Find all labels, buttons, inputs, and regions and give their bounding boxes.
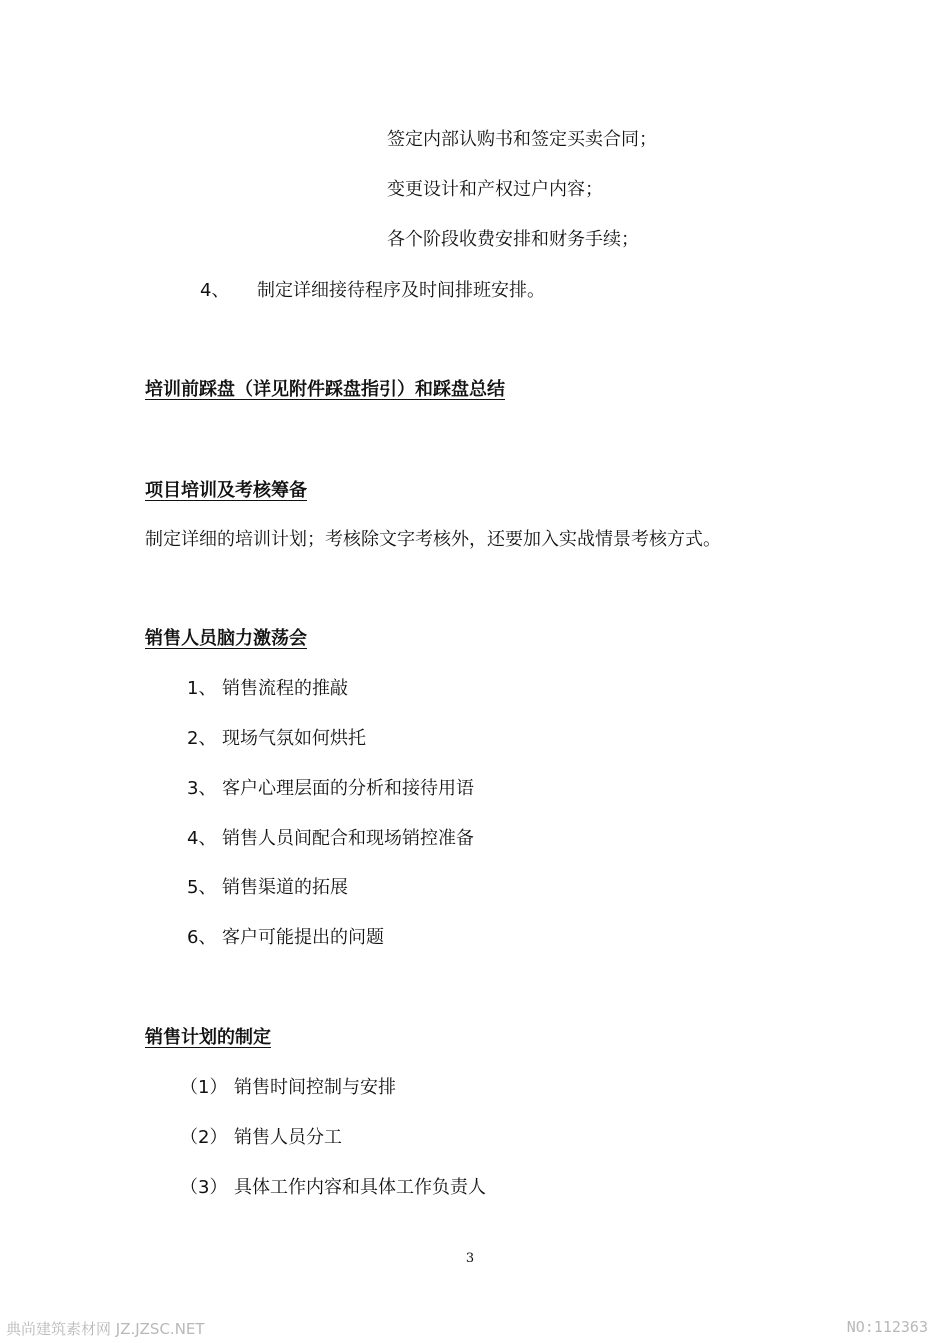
list-item	[187, 926, 384, 950]
list-item	[187, 677, 348, 701]
footer-watermark-left: 典尚建筑素材网 JZ.JZSC.NET	[6, 1320, 205, 1338]
body-line: 签定内部认购书和签定买卖合同；	[387, 129, 657, 150]
footer-watermark-right: NO:112363	[846, 1318, 928, 1336]
page-number: 3	[465, 1251, 475, 1266]
list-item-number: （1）	[180, 1077, 228, 1098]
list-item-number: 4、	[187, 828, 217, 849]
list-item-number: 6、	[187, 927, 217, 948]
list-item-number: （2）	[180, 1127, 228, 1148]
list-item	[180, 1176, 486, 1200]
list-item-text: 销售人员间配合和现场销控准备	[222, 828, 474, 849]
body-paragraph: 制定详细的培训计划；考核除文字考核外，还要加入实战情景考核方式。	[145, 529, 721, 550]
list-item	[187, 876, 348, 900]
list-item-text: 现场气氛如何烘托	[222, 728, 366, 749]
list-item-text: 销售时间控制与安排	[234, 1077, 396, 1098]
list-item-text: 销售渠道的拓展	[222, 877, 348, 898]
list-item-text: 客户可能提出的问题	[222, 927, 384, 948]
list-item-text: 销售人员分工	[234, 1127, 342, 1148]
list-item	[187, 827, 474, 851]
list-item-text: 客户心理层面的分析和接待用语	[222, 778, 474, 799]
list-item	[200, 279, 545, 303]
list-item-number: 1、	[187, 678, 217, 699]
list-item-number: 3、	[187, 778, 217, 799]
list-item-text: 销售流程的推敲	[222, 678, 348, 699]
section-heading: 销售计划的制定	[145, 1027, 271, 1048]
body-line: 各个阶段收费安排和财务手续；	[387, 229, 639, 250]
list-item-number: 4、	[200, 280, 230, 301]
section-heading: 项目培训及考核筹备	[145, 480, 307, 501]
list-item-text: 具体工作内容和具体工作负责人	[234, 1177, 486, 1198]
section-heading: 销售人员脑力激荡会	[145, 628, 307, 649]
list-item	[180, 1126, 342, 1150]
list-item-number: 2、	[187, 728, 217, 749]
list-item-number: 5、	[187, 877, 217, 898]
section-heading: 培训前踩盘（详见附件踩盘指引）和踩盘总结	[145, 379, 505, 400]
list-item-text: 制定详细接待程序及时间排班安排。	[257, 280, 545, 301]
body-line: 变更设计和产权过户内容；	[387, 179, 603, 200]
list-item	[187, 777, 474, 801]
list-item	[187, 727, 366, 751]
list-item-number: （3）	[180, 1177, 228, 1198]
list-item	[180, 1076, 396, 1100]
